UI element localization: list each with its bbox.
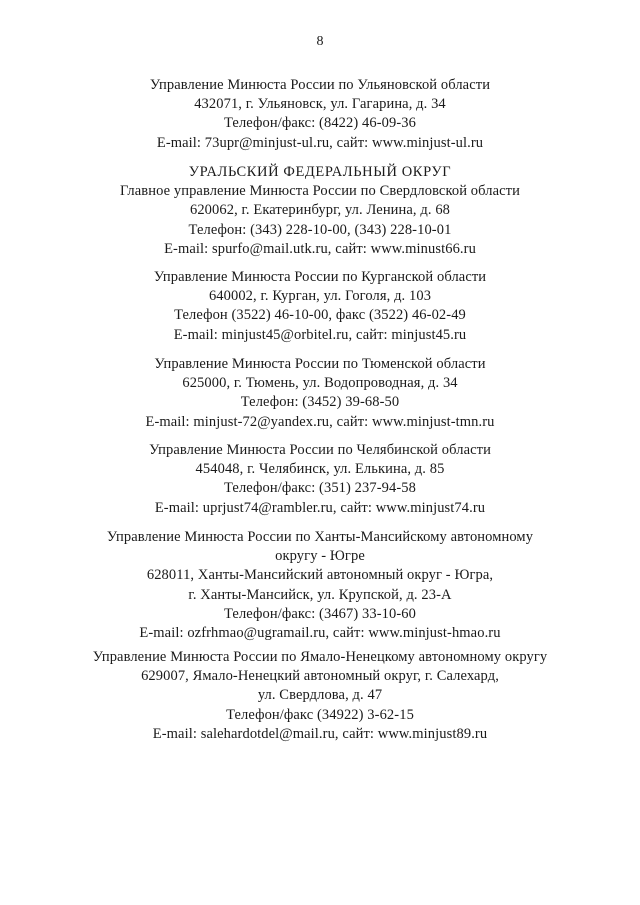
- office-entry-tyumen: [0, 355, 640, 432]
- office-address: 432071, г. Ульяновск, ул. Гагарина, д. 34: [194, 96, 446, 113]
- office-phone: Телефон (3522) 46-10-00, факс (3522) 46-02-49: [174, 307, 466, 324]
- office-phone: Телефон/факс: (3467) 33-10-60: [224, 605, 416, 622]
- office-email-site: E-mail: spurfo@mail.utk.ru, сайт: www.minust66.ru: [164, 240, 476, 257]
- office-name: Управление Минюста России по Челябинской области: [149, 442, 491, 458]
- office-address: 628011, Ханты-Мансийский автономный округ - Югра,: [146, 567, 494, 584]
- office-address-continued: г. Ханты-Мансийск, ул. Крупской, д. 23-А: [188, 586, 452, 603]
- office-entry-chelyabinsk: [0, 441, 640, 518]
- office-email-site: E-mail: minjust-72@yandex.ru, сайт: www.minjust-tmn.ru: [145, 413, 495, 430]
- office-name: Управление Минюста России по Ханты-Мансийскому автономному: [106, 529, 534, 545]
- office-phone: Телефон/факс (34922) 3-62-15: [226, 706, 414, 723]
- federal-district-heading: УРАЛЬСКИЙ ФЕДЕРАЛЬНЫЙ ОКРУГ: [188, 164, 452, 180]
- office-email-site: E-mail: minjust45@orbitel.ru, сайт: minjust45.ru: [173, 326, 467, 343]
- office-address: 629007, Ямало-Ненецкий автономный округ, г. Салехард,: [141, 668, 499, 685]
- office-phone: Телефон/факс: (8422) 46-09-36: [224, 115, 416, 132]
- office-phone: Телефон: (3452) 39-68-50: [240, 394, 400, 411]
- office-entry-yamalo-nenets: [0, 648, 640, 744]
- office-name: Управление Минюста России по Ульяновской области: [149, 77, 491, 93]
- office-name: Управление Минюста России по Ямало-Ненецкому автономному округу: [92, 649, 548, 665]
- office-entry-khanty-mansiysk: [0, 528, 640, 643]
- office-email-site: E-mail: uprjust74@rambler.ru, сайт: www.minjust74.ru: [154, 499, 486, 516]
- office-address: 454048, г. Челябинск, ул. Елькина, д. 85: [195, 461, 445, 478]
- office-name-continued: округу - Югре: [275, 548, 365, 565]
- office-name: Главное управление Минюста России по Свердловской области: [120, 183, 520, 200]
- office-address: 620062, г. Екатеринбург, ул. Ленина, д. 68: [189, 202, 451, 219]
- office-address: 625000, г. Тюмень, ул. Водопроводная, д. 34: [182, 375, 458, 392]
- office-name: Управление Минюста России по Тюменской области: [154, 356, 486, 372]
- office-entry-ulyanovsk: [0, 76, 640, 153]
- office-entry-sverdlovsk: [0, 163, 640, 259]
- office-address-continued: ул. Свердлова, д. 47: [257, 687, 383, 704]
- office-email-site: E-mail: ozfrhmao@ugramail.ru, сайт: www.minjust-hmao.ru: [139, 625, 501, 642]
- office-phone: Телефон: (343) 228-10-00, (343) 228-10-01: [188, 221, 452, 238]
- office-email-site: E-mail: salehardotdel@mail.ru, сайт: www.minjust89.ru: [152, 725, 488, 742]
- page-number: 8: [316, 34, 324, 49]
- office-phone: Телефон/факс: (351) 237-94-58: [224, 480, 416, 497]
- office-address: 640002, г. Курган, ул. Гоголя, д. 103: [208, 288, 432, 305]
- office-name: Управление Минюста России по Курганской области: [153, 269, 487, 285]
- office-entry-kurgan: [0, 268, 640, 345]
- office-email-site: E-mail: 73upr@minjust-ul.ru, сайт: www.minjust-ul.ru: [156, 134, 484, 151]
